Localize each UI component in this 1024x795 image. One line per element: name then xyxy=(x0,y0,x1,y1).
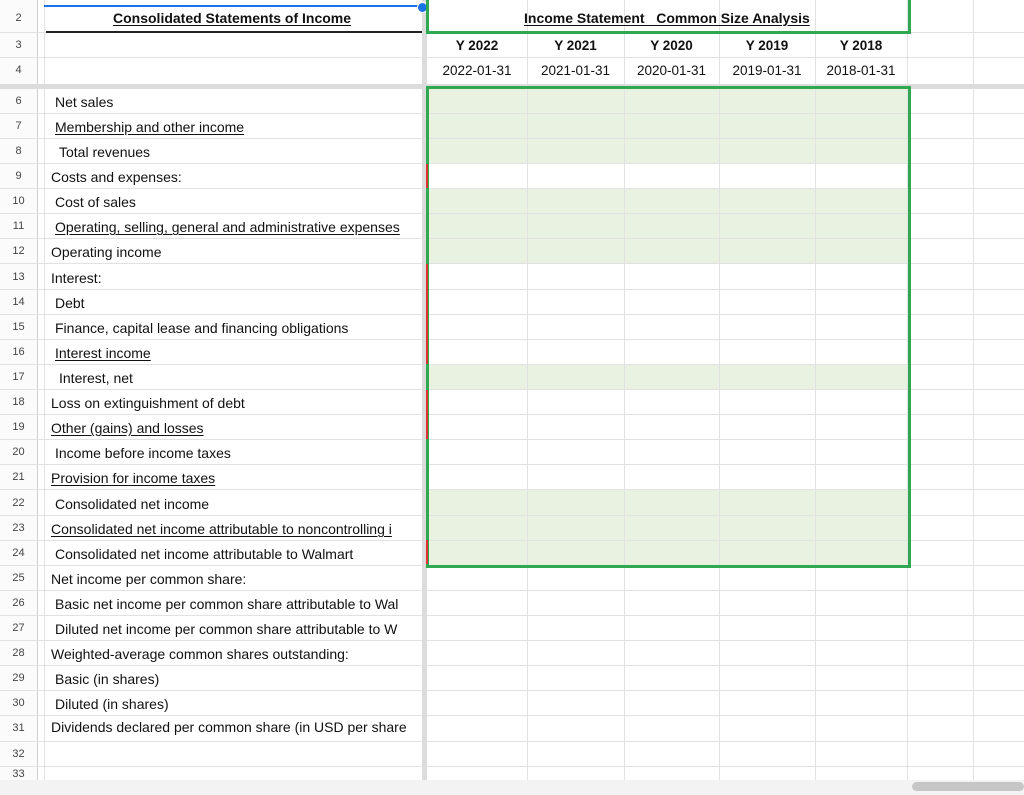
row-number[interactable]: 7 xyxy=(15,120,22,132)
row-label[interactable]: Diluted net income per common share attributable to W xyxy=(55,621,398,637)
horizontal-scrollbar[interactable] xyxy=(0,780,1024,795)
row-label[interactable]: Consolidated net income xyxy=(55,496,210,512)
row-number[interactable]: 2 xyxy=(15,12,22,24)
row-label[interactable]: Finance, capital lease and financing obligations xyxy=(55,320,349,336)
row-label[interactable]: Income before income taxes xyxy=(55,445,231,461)
row-number[interactable]: 24 xyxy=(12,547,25,559)
error-marker xyxy=(426,390,428,439)
row-number[interactable]: 4 xyxy=(15,64,22,76)
row-label[interactable]: Interest: xyxy=(51,270,102,286)
row-number[interactable]: 28 xyxy=(12,647,25,659)
row-number[interactable]: 8 xyxy=(15,145,22,157)
year-date[interactable]: 2020-01-31 xyxy=(636,63,707,78)
row-label[interactable]: Total revenues xyxy=(59,144,151,160)
header-green-box xyxy=(426,0,911,34)
row-number[interactable]: 3 xyxy=(15,39,22,51)
year-header[interactable]: Y 2021 xyxy=(554,38,597,53)
row-number[interactable]: 27 xyxy=(12,622,25,634)
year-header[interactable]: Y 2022 xyxy=(455,38,499,53)
row-label[interactable]: Basic (in shares) xyxy=(55,671,160,687)
row-label[interactable]: Net income per common share: xyxy=(51,571,247,587)
error-marker xyxy=(426,540,428,564)
year-header[interactable]: Y 2018 xyxy=(839,38,883,53)
row-number[interactable]: 9 xyxy=(15,170,22,182)
year-date[interactable]: 2019-01-31 xyxy=(732,63,802,78)
statement-title[interactable]: Consolidated Statements of Income xyxy=(113,10,352,26)
analysis-title[interactable]: Income Statement Common Size Analysis xyxy=(524,10,810,26)
row-label[interactable]: Consolidated net income attributable to noncontrolling i xyxy=(51,521,392,537)
row-label[interactable]: Net sales xyxy=(55,94,114,110)
row-number[interactable]: 33 xyxy=(12,768,25,780)
row-number[interactable]: 13 xyxy=(12,271,25,283)
row-label[interactable]: Provision for income taxes xyxy=(51,470,216,486)
data-green-box xyxy=(426,86,911,568)
row-number[interactable]: 12 xyxy=(12,245,25,257)
row-number[interactable]: 26 xyxy=(12,597,25,609)
row-label[interactable]: Cost of sales xyxy=(55,194,136,210)
row-number[interactable]: 25 xyxy=(12,572,25,584)
row-label[interactable]: Membership and other income xyxy=(55,119,245,135)
row-label[interactable]: Costs and expenses: xyxy=(51,169,182,185)
row-number[interactable]: 19 xyxy=(12,421,25,433)
row-number[interactable]: 23 xyxy=(12,522,25,534)
row-number[interactable]: 18 xyxy=(12,396,25,408)
row-number[interactable]: 16 xyxy=(12,346,25,358)
row-number[interactable]: 29 xyxy=(12,672,25,684)
row-number[interactable]: 11 xyxy=(12,220,25,232)
row-label[interactable]: Operating, selling, general and administrative expenses xyxy=(55,219,400,235)
year-header[interactable]: Y 2019 xyxy=(745,38,789,53)
row-number[interactable]: 22 xyxy=(12,497,25,509)
row-number[interactable]: 10 xyxy=(12,195,25,207)
row-label[interactable]: Consolidated net income attributable to Walmart xyxy=(55,546,354,562)
row-number[interactable]: 14 xyxy=(12,296,25,308)
row-number[interactable]: 21 xyxy=(12,471,25,483)
year-header[interactable]: Y 2020 xyxy=(650,38,693,53)
row-number[interactable]: 15 xyxy=(12,321,25,333)
row-number[interactable]: 32 xyxy=(12,748,25,760)
row-number[interactable]: 6 xyxy=(15,95,22,107)
year-date[interactable]: 2022-01-31 xyxy=(442,63,512,78)
error-marker xyxy=(426,264,428,364)
row-label[interactable]: Interest, net xyxy=(59,370,133,386)
row-label[interactable]: Dividends declared per common share (in USD per share xyxy=(51,719,407,735)
row-label[interactable]: Other (gains) and losses xyxy=(51,420,204,436)
row-number[interactable]: 30 xyxy=(12,697,25,709)
row-label[interactable]: Weighted-average common shares outstanding: xyxy=(51,646,349,662)
row-label[interactable]: Interest income xyxy=(55,345,151,361)
row-label[interactable]: Operating income xyxy=(51,244,162,260)
row-label[interactable]: Diluted (in shares) xyxy=(55,696,169,712)
row-number[interactable]: 20 xyxy=(12,446,25,458)
row-label[interactable]: Loss on extinguishment of debt xyxy=(51,395,245,411)
row-number[interactable]: 17 xyxy=(12,371,25,383)
selection-border xyxy=(44,5,422,7)
row-label[interactable]: Basic net income per common share attributable to Wal xyxy=(55,596,399,612)
row-number[interactable]: 31 xyxy=(12,722,25,734)
year-date[interactable]: 2021-01-31 xyxy=(540,63,611,78)
horizontal-scroll-thumb[interactable] xyxy=(912,782,1024,791)
error-marker xyxy=(426,164,428,188)
year-date[interactable]: 2018-01-31 xyxy=(826,63,896,78)
row-label[interactable]: Debt xyxy=(55,295,85,311)
